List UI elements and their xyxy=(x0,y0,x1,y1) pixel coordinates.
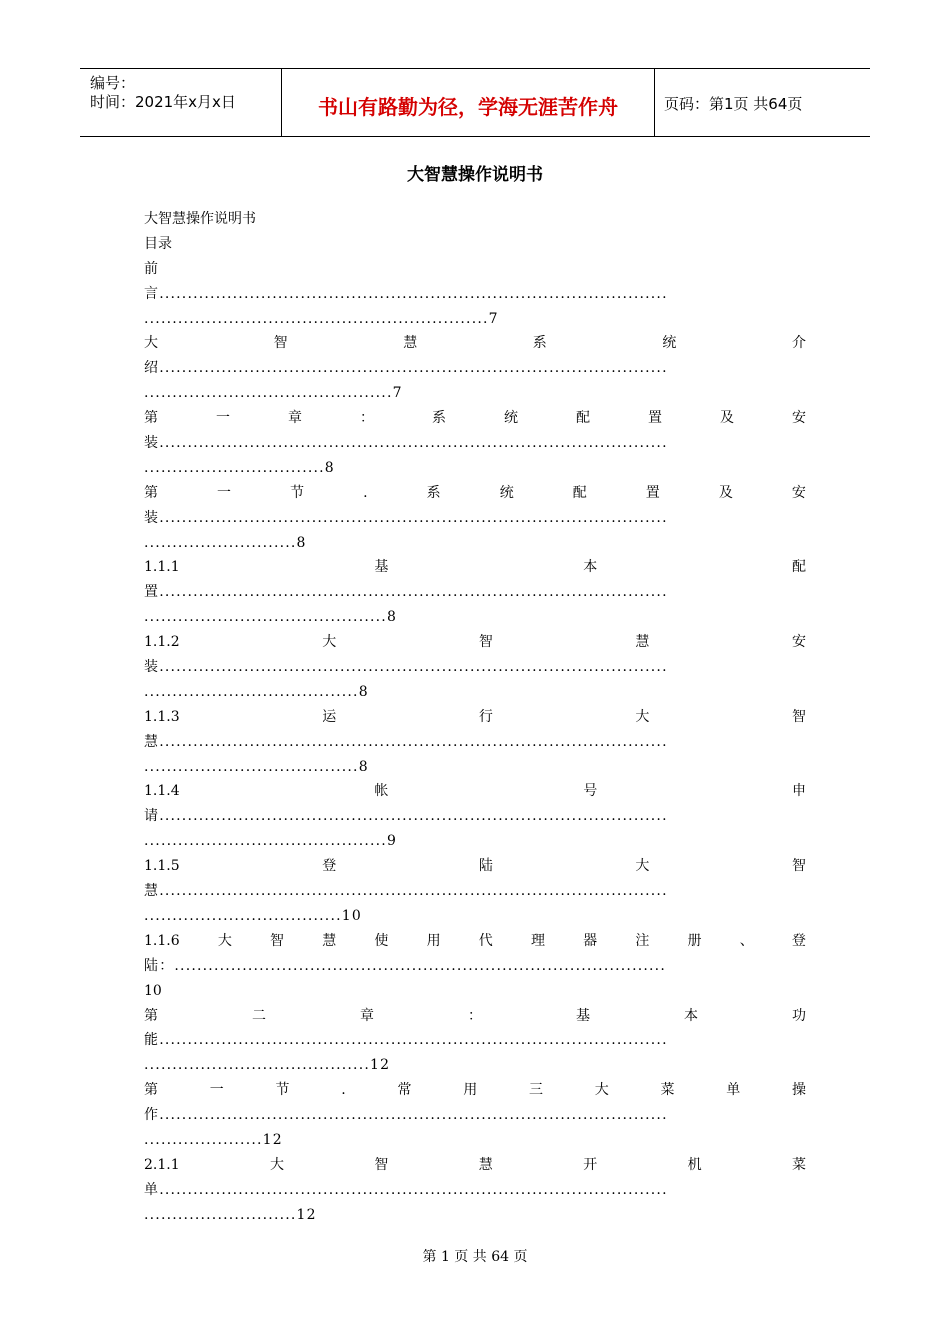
toc-line: ...........................................8 xyxy=(144,609,398,626)
toc-token: 安 xyxy=(792,634,806,651)
toc-token: 陆 xyxy=(478,858,493,875)
toc-token: 节 xyxy=(275,1082,290,1099)
header-page-label: 页码：第1页 共64页 xyxy=(664,95,803,113)
toc-token: 配 xyxy=(576,410,590,427)
toc-token: 慧 xyxy=(635,634,650,651)
toc-line xyxy=(144,1078,806,1103)
toc-line: ......................................8 xyxy=(144,758,369,775)
toc-line: ...........................................9 xyxy=(144,833,398,850)
toc-token: 配 xyxy=(572,484,587,501)
toc-line: 慧.......................................................................................... xyxy=(144,733,668,750)
toc-token: 2.1.1 xyxy=(144,1156,180,1173)
toc-token: 二 xyxy=(252,1007,266,1024)
toc-token: 操 xyxy=(791,1082,806,1099)
toc-token: 基 xyxy=(374,559,389,576)
toc-token: 系 xyxy=(532,335,547,352)
toc-token: 申 xyxy=(791,783,806,800)
toc-token: 介 xyxy=(791,335,806,352)
toc-token: 智 xyxy=(270,932,284,949)
toc-token: 单 xyxy=(726,1082,741,1099)
toc-token: 使 xyxy=(374,932,389,949)
toc-line xyxy=(144,555,806,580)
toc-token: 第 xyxy=(144,410,158,427)
toc-token: . xyxy=(363,484,368,501)
toc-line: 装.......................................................................................... xyxy=(144,509,668,526)
toc-token: 置 xyxy=(648,410,662,427)
toc-token: 安 xyxy=(792,410,806,427)
toc-line: ......................................8 xyxy=(144,683,369,700)
document-number-label: 编号： xyxy=(90,74,136,92)
toc-token: 菜 xyxy=(791,1156,806,1173)
toc-token: 基 xyxy=(576,1007,590,1024)
toc-token: 智 xyxy=(792,858,806,875)
toc-line xyxy=(144,331,806,356)
toc-token: 三 xyxy=(528,1082,543,1099)
toc-line: 单.......................................................................................... xyxy=(144,1181,668,1198)
toc-line: ................................8 xyxy=(144,459,335,476)
toc-token: 理 xyxy=(530,932,545,949)
toc-token: 章 xyxy=(288,410,302,427)
document-time-label: 时间：2021年x月x日 xyxy=(90,93,236,111)
toc-token: 大 xyxy=(144,335,158,352)
toc-line: ............................................7 xyxy=(144,385,403,402)
toc-token: 帐 xyxy=(374,783,389,800)
toc-token: 慧 xyxy=(478,1156,493,1173)
toc-line: ...........................12 xyxy=(144,1206,317,1223)
toc-line: 慧.......................................................................................... xyxy=(144,883,668,900)
toc-token: 大 xyxy=(635,858,650,875)
toc-token: 大 xyxy=(594,1082,609,1099)
toc-line: 绍.......................................................................................... xyxy=(144,360,668,377)
toc-line: 10 xyxy=(144,982,162,999)
toc-token: 一 xyxy=(217,484,232,501)
toc-line: 目录 xyxy=(144,235,172,252)
toc-line: ...................................10 xyxy=(144,907,362,924)
toc-token: 及 xyxy=(718,484,733,501)
toc-token: 大 xyxy=(635,708,650,725)
toc-token: 系 xyxy=(426,484,441,501)
toc-token: 一 xyxy=(209,1082,224,1099)
toc-token: 大 xyxy=(270,1156,285,1173)
toc-line: .....................12 xyxy=(144,1131,283,1148)
toc-line xyxy=(144,854,806,879)
toc-token: 行 xyxy=(478,708,493,725)
toc-line: 作.......................................................................................... xyxy=(144,1107,668,1124)
toc-token: 大 xyxy=(322,634,337,651)
toc-token: 智 xyxy=(478,634,493,651)
toc-token: 统 xyxy=(662,335,677,352)
toc-line xyxy=(144,1004,806,1029)
toc-token: 配 xyxy=(791,559,806,576)
toc-line: 置.......................................................................................... xyxy=(144,584,668,601)
toc-token: 1.1.5 xyxy=(144,858,180,875)
toc-token: 第 xyxy=(144,1007,158,1024)
toc-token: 开 xyxy=(583,1156,598,1173)
document-title: 大智慧操作说明书 xyxy=(407,165,543,185)
toc-line: 大智慧操作说明书 xyxy=(144,211,256,227)
toc-line: 陆：....................................................................................... xyxy=(144,957,666,974)
toc-token: 注 xyxy=(635,932,650,949)
toc-line: 请.......................................................................................... xyxy=(144,808,668,825)
toc-token: ： xyxy=(360,410,374,427)
toc-line: .............................................................7 xyxy=(144,310,499,327)
toc-token: 1.1.2 xyxy=(144,634,180,651)
toc-token: 号 xyxy=(583,783,598,800)
toc-line xyxy=(144,705,806,730)
toc-line xyxy=(144,779,806,804)
toc-token: 第 xyxy=(144,1082,158,1099)
toc-line: 前 xyxy=(144,260,158,277)
toc-token: 统 xyxy=(499,484,514,501)
toc-token: 常 xyxy=(397,1082,412,1099)
toc-line xyxy=(144,630,806,655)
toc-line xyxy=(144,406,806,431)
header-page-cell xyxy=(654,69,870,136)
toc-token: 智 xyxy=(273,335,288,352)
toc-line: ........................................12 xyxy=(144,1057,391,1074)
header-info-cell xyxy=(80,69,281,136)
toc-line xyxy=(144,929,806,954)
toc-token: 本 xyxy=(684,1007,698,1024)
toc-token: 器 xyxy=(583,932,598,949)
toc-line: 装.......................................................................................... xyxy=(144,435,668,452)
toc-token: 代 xyxy=(478,932,493,949)
toc-line: 装.......................................................................................... xyxy=(144,659,668,676)
toc-token: 菜 xyxy=(660,1082,675,1099)
toc-token: 1.1.1 xyxy=(144,559,180,576)
toc-token: 本 xyxy=(583,559,598,576)
toc-line xyxy=(144,1153,806,1178)
toc-token: 大 xyxy=(217,932,232,949)
toc-token: 1.1.4 xyxy=(144,783,180,800)
toc-token: 登 xyxy=(322,858,337,875)
toc-token: 1.1.6 xyxy=(144,932,180,949)
toc-line xyxy=(144,481,806,506)
toc-token: 慧 xyxy=(403,335,418,352)
toc-token: 第 xyxy=(144,484,158,501)
toc-token: 章 xyxy=(360,1007,374,1024)
toc-token: 节 xyxy=(290,484,305,501)
toc-token: 置 xyxy=(645,484,660,501)
header-motto: 书山有路勤为径，学海无涯苦作舟 xyxy=(318,95,618,119)
toc-token: 一 xyxy=(216,410,230,427)
page-footer: 第 1 页 共 64 页 xyxy=(422,1249,528,1265)
header-motto-cell xyxy=(281,69,655,136)
toc-token: 智 xyxy=(792,708,806,725)
toc-token: 运 xyxy=(322,708,337,725)
toc-token: 功 xyxy=(792,1007,806,1024)
toc-token: 登 xyxy=(791,932,806,949)
toc-token: 统 xyxy=(504,410,518,427)
toc-token: . xyxy=(341,1082,346,1099)
toc-line: ...........................8 xyxy=(144,534,307,551)
toc-line: 能.......................................................................................... xyxy=(144,1032,668,1049)
toc-token: 用 xyxy=(426,932,441,949)
toc-line: 言.......................................................................................... xyxy=(144,285,668,302)
table-of-contents xyxy=(144,207,806,1228)
toc-token: 机 xyxy=(687,1156,702,1173)
toc-token: 智 xyxy=(374,1156,389,1173)
toc-token: 用 xyxy=(463,1082,478,1099)
toc-token: 1.1.3 xyxy=(144,708,180,725)
toc-token: ： xyxy=(468,1007,482,1024)
toc-token: 、 xyxy=(739,932,754,949)
toc-token: 系 xyxy=(432,410,446,427)
toc-token: 慧 xyxy=(322,932,337,949)
toc-token: 及 xyxy=(720,410,734,427)
toc-token: 册 xyxy=(687,932,702,949)
document-header xyxy=(80,68,870,137)
toc-token: 安 xyxy=(791,484,806,501)
